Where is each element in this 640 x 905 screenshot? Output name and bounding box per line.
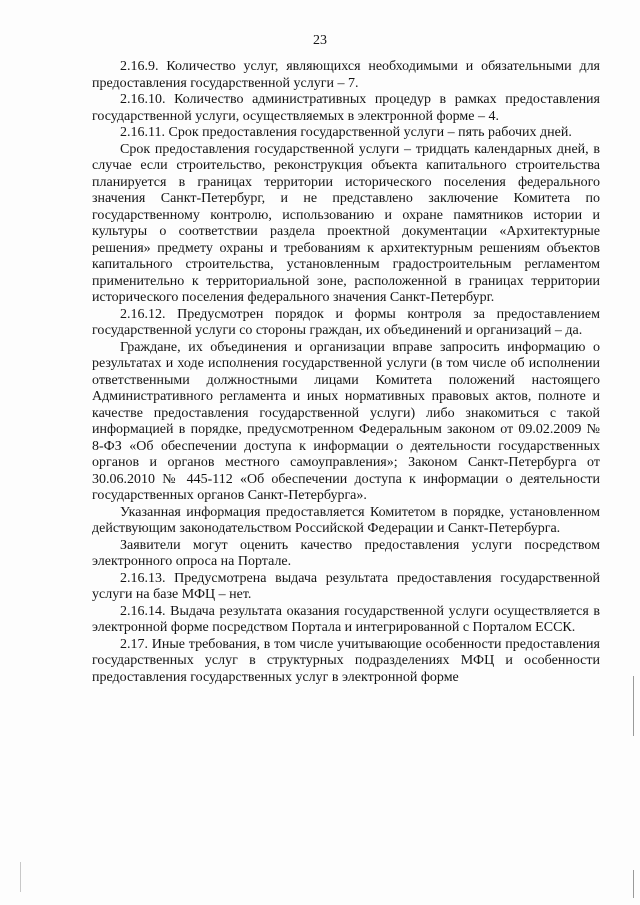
paragraph-citizens-information: Граждане, их объединения и организации вправе запросить информацию о результатах и ходе исполнения государственной услуги (в том числе об исполнении ответственными должностными лицами Комитета положений настоящего Административного регламента и иных нормативных правовых актов, полноте и качестве предоставления государственной услуги) либо знакомиться с такой информацией в порядке, предусмотренном Федеральным законом от 09.02.2009 № 8-ФЗ «Об обеспечении доступа к информации о деятельности государственных органов и органов местного самоуправления»; Законом Санкт-Петербурга от 30.06.2010 № 445-112 «Об обеспечении доступа к информации о деятельности государственных органов Санкт-Петербурга». <box>92 339 600 503</box>
scan-edge-mark <box>633 870 634 898</box>
paragraph-2-16-13: 2.16.13. Предусмотрена выдача результата предоставления государственной услуги на базе МФЦ – нет. <box>92 570 600 602</box>
paragraph-term-thirty-days: Срок предоставления государственной услуги – тридцать календарных дней, в случае если строительство, реконструкция объекта капитального строительства планируется в границах территории исторического поселения федерального значения Санкт-Петербург, и не представлено заключение Комитета по государственному контролю, использованию и охране памятников истории и культуры о соответствии раздела проектной документации «Архитектурные решения» предмету охраны и требованиям к архитектурным решениям объектов капитального строительства, установленным градостроительным регламентом применительно к территориальной зоне, расположенной в границах территории исторического поселения федерального значения Санкт-Петербург. <box>92 141 600 305</box>
page-number: 23 <box>313 33 327 48</box>
scan-edge-mark <box>633 676 634 736</box>
paragraph-2-16-10: 2.16.10. Количество административных процедур в рамках предоставления государственной услуги, осуществляемых в электронной форме – 4. <box>92 92 600 124</box>
paragraph-committee-information: Указанная информация предоставляется Комитетом в порядке, установленном действующим законодательством Российской Федерации и Санкт-Петербурга. <box>92 504 600 536</box>
scan-edge-mark <box>20 862 21 892</box>
paragraph-portal-survey: Заявители могут оценить качество предоставления услуги посредством электронного опроса на Портале. <box>92 537 600 569</box>
document-body <box>92 59 600 686</box>
paragraph-2-16-12: 2.16.12. Предусмотрен порядок и формы контроля за предоставлением государственной услуги со стороны граждан, их объединений и организаций – да. <box>92 306 600 338</box>
paragraph-2-16-14: 2.16.14. Выдача результата оказания государственной услуги осуществляется в электронной форме посредством Портала и интегрированной с Порталом ЕССК. <box>92 603 600 635</box>
paragraph-2-16-11: 2.16.11. Срок предоставления государственной услуги – пять рабочих дней. <box>120 125 572 140</box>
paragraph-2-17: 2.17. Иные требования, в том числе учитывающие особенности предоставления государственных услуг в структурных подразделениях МФЦ и особенности предоставления государственных услуг в электронной форме <box>92 636 600 685</box>
paragraph-2-16-9: 2.16.9. Количество услуг, являющихся необходимыми и обязательными для предоставления государственной услуги – 7. <box>92 59 600 91</box>
